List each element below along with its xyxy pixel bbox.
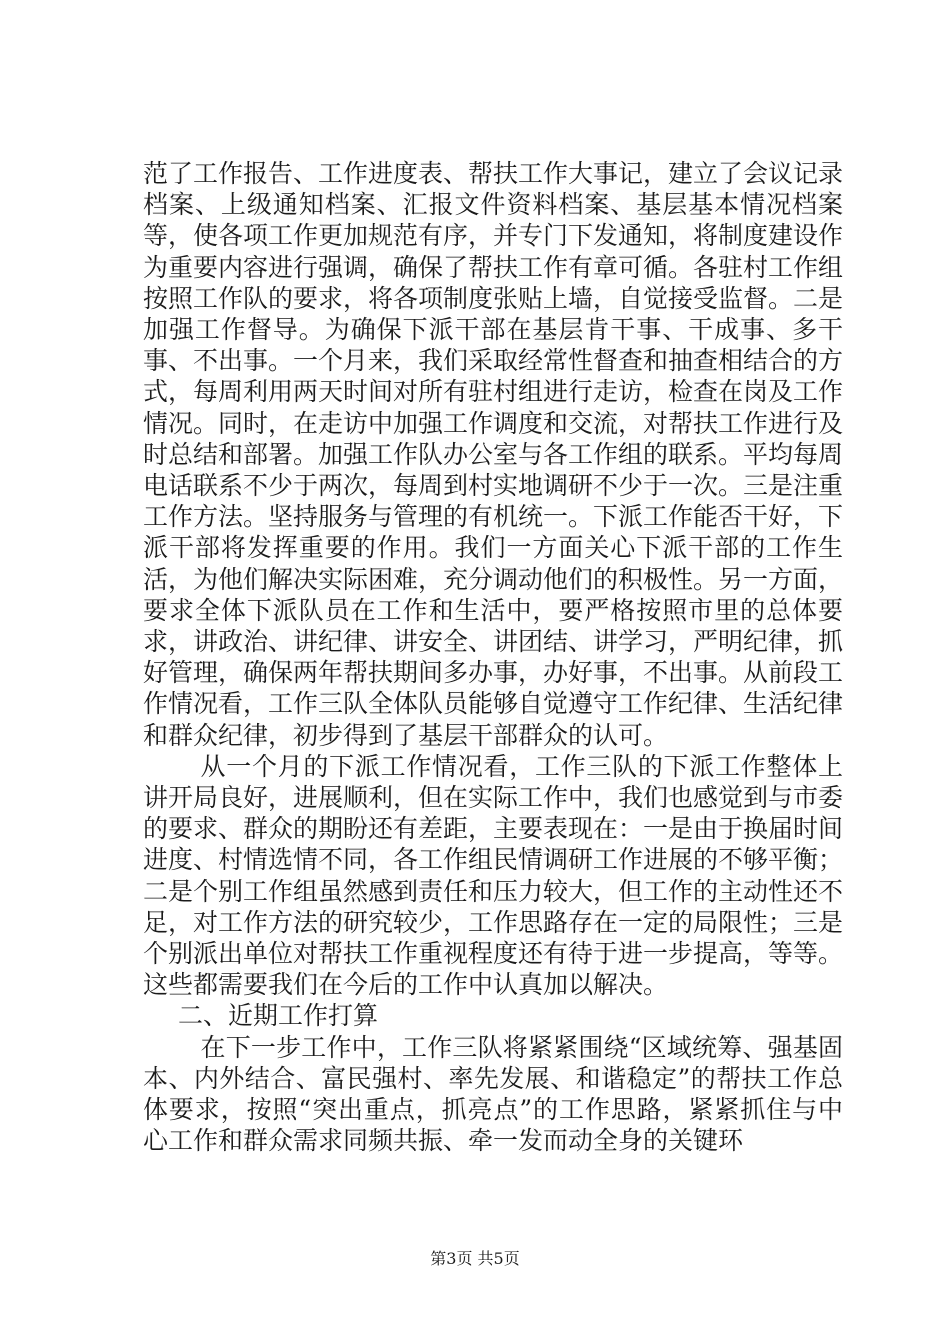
page-number-label: 第3页 共5页 bbox=[430, 1249, 520, 1268]
section-heading: 二、近期工作打算 bbox=[178, 1001, 379, 1031]
page-footer bbox=[0, 1246, 950, 1269]
document-body bbox=[143, 158, 843, 1157]
paragraph-shortcomings: 从一个月的下派工作情况看，工作三队的下派工作整体上讲开局良好，进展顺利，但在实际工作中，我们也感觉到与市委的要求、群众的期盼还有差距，主要表现在：一是由于换届时间进度、村情选情不同，各工作组民情调研工作进展的不够平衡；二是个别工作组虽然感到责任和压力较大，但工作的主动性还不足，对工作方法的研究较少，工作思路存在一定的局限性；三是个别派出单位对帮扶工作重视程度还有待于进一步提高，等等。这些都需要我们在今后的工作中认真加以解决。 bbox=[143, 751, 844, 1000]
paragraph-continuation: 范了工作报告、工作进度表、帮扶工作大事记，建立了会议记录档案、上级通知档案、汇报文件资料档案、基层基本情况档案等，使各项工作更加规范有序，并专门下发通知，将制度建设作为重要内容进行强调，确保了帮扶工作有章可循。各驻村工作组按照工作队的要求，将各项制度张贴上墙，自觉接受监督。二是加强工作督导。为确保下派干部在基层肯干事、干成事、多干事、不出事。一个月来，我们采取经常性督查和抽查相结合的方式，每周利用两天时间对所有驻村组进行走访，检查在岗及工作情况。同时，在走访中加强工作调度和交流，对帮扶工作进行及时总结和部署。加强工作队办公室与各工作组的联系。平均每周电话联系不少于两次，每周到村实地调研不少于一次。三是注重工作方法。坚持服务与管理的有机统一。下派工作能否干好，下派干部将发挥重要的作用。我们一方面关心下派干部的工作生活，为他们解决实际困难，充分调动他们的积极性。另一方面，要求全体下派队员在工作和生活中，要严格按照市里的总体要求，讲政治、讲纪律、讲安全、讲团结、讲学习，严明纪律，抓好管理，确保两年帮扶期间多办事，办好事，不出事。从前段工作情况看，工作三队全体队员能够自觉遵守工作纪律、生活纪律和群众纪律，初步得到了基层干部群众的认可。 bbox=[143, 159, 844, 750]
paragraph-next-steps: 在下一步工作中，工作三队将紧紧围绕“区域统筹、强基固本、内外结合、富民强村、率先发展、和谐稳定”的帮扶工作总体要求，按照“突出重点，抓亮点”的工作思路，紧紧抓住与中心工作和群众需求同频共振、牵一发而动全身的关键环 bbox=[143, 1032, 843, 1156]
